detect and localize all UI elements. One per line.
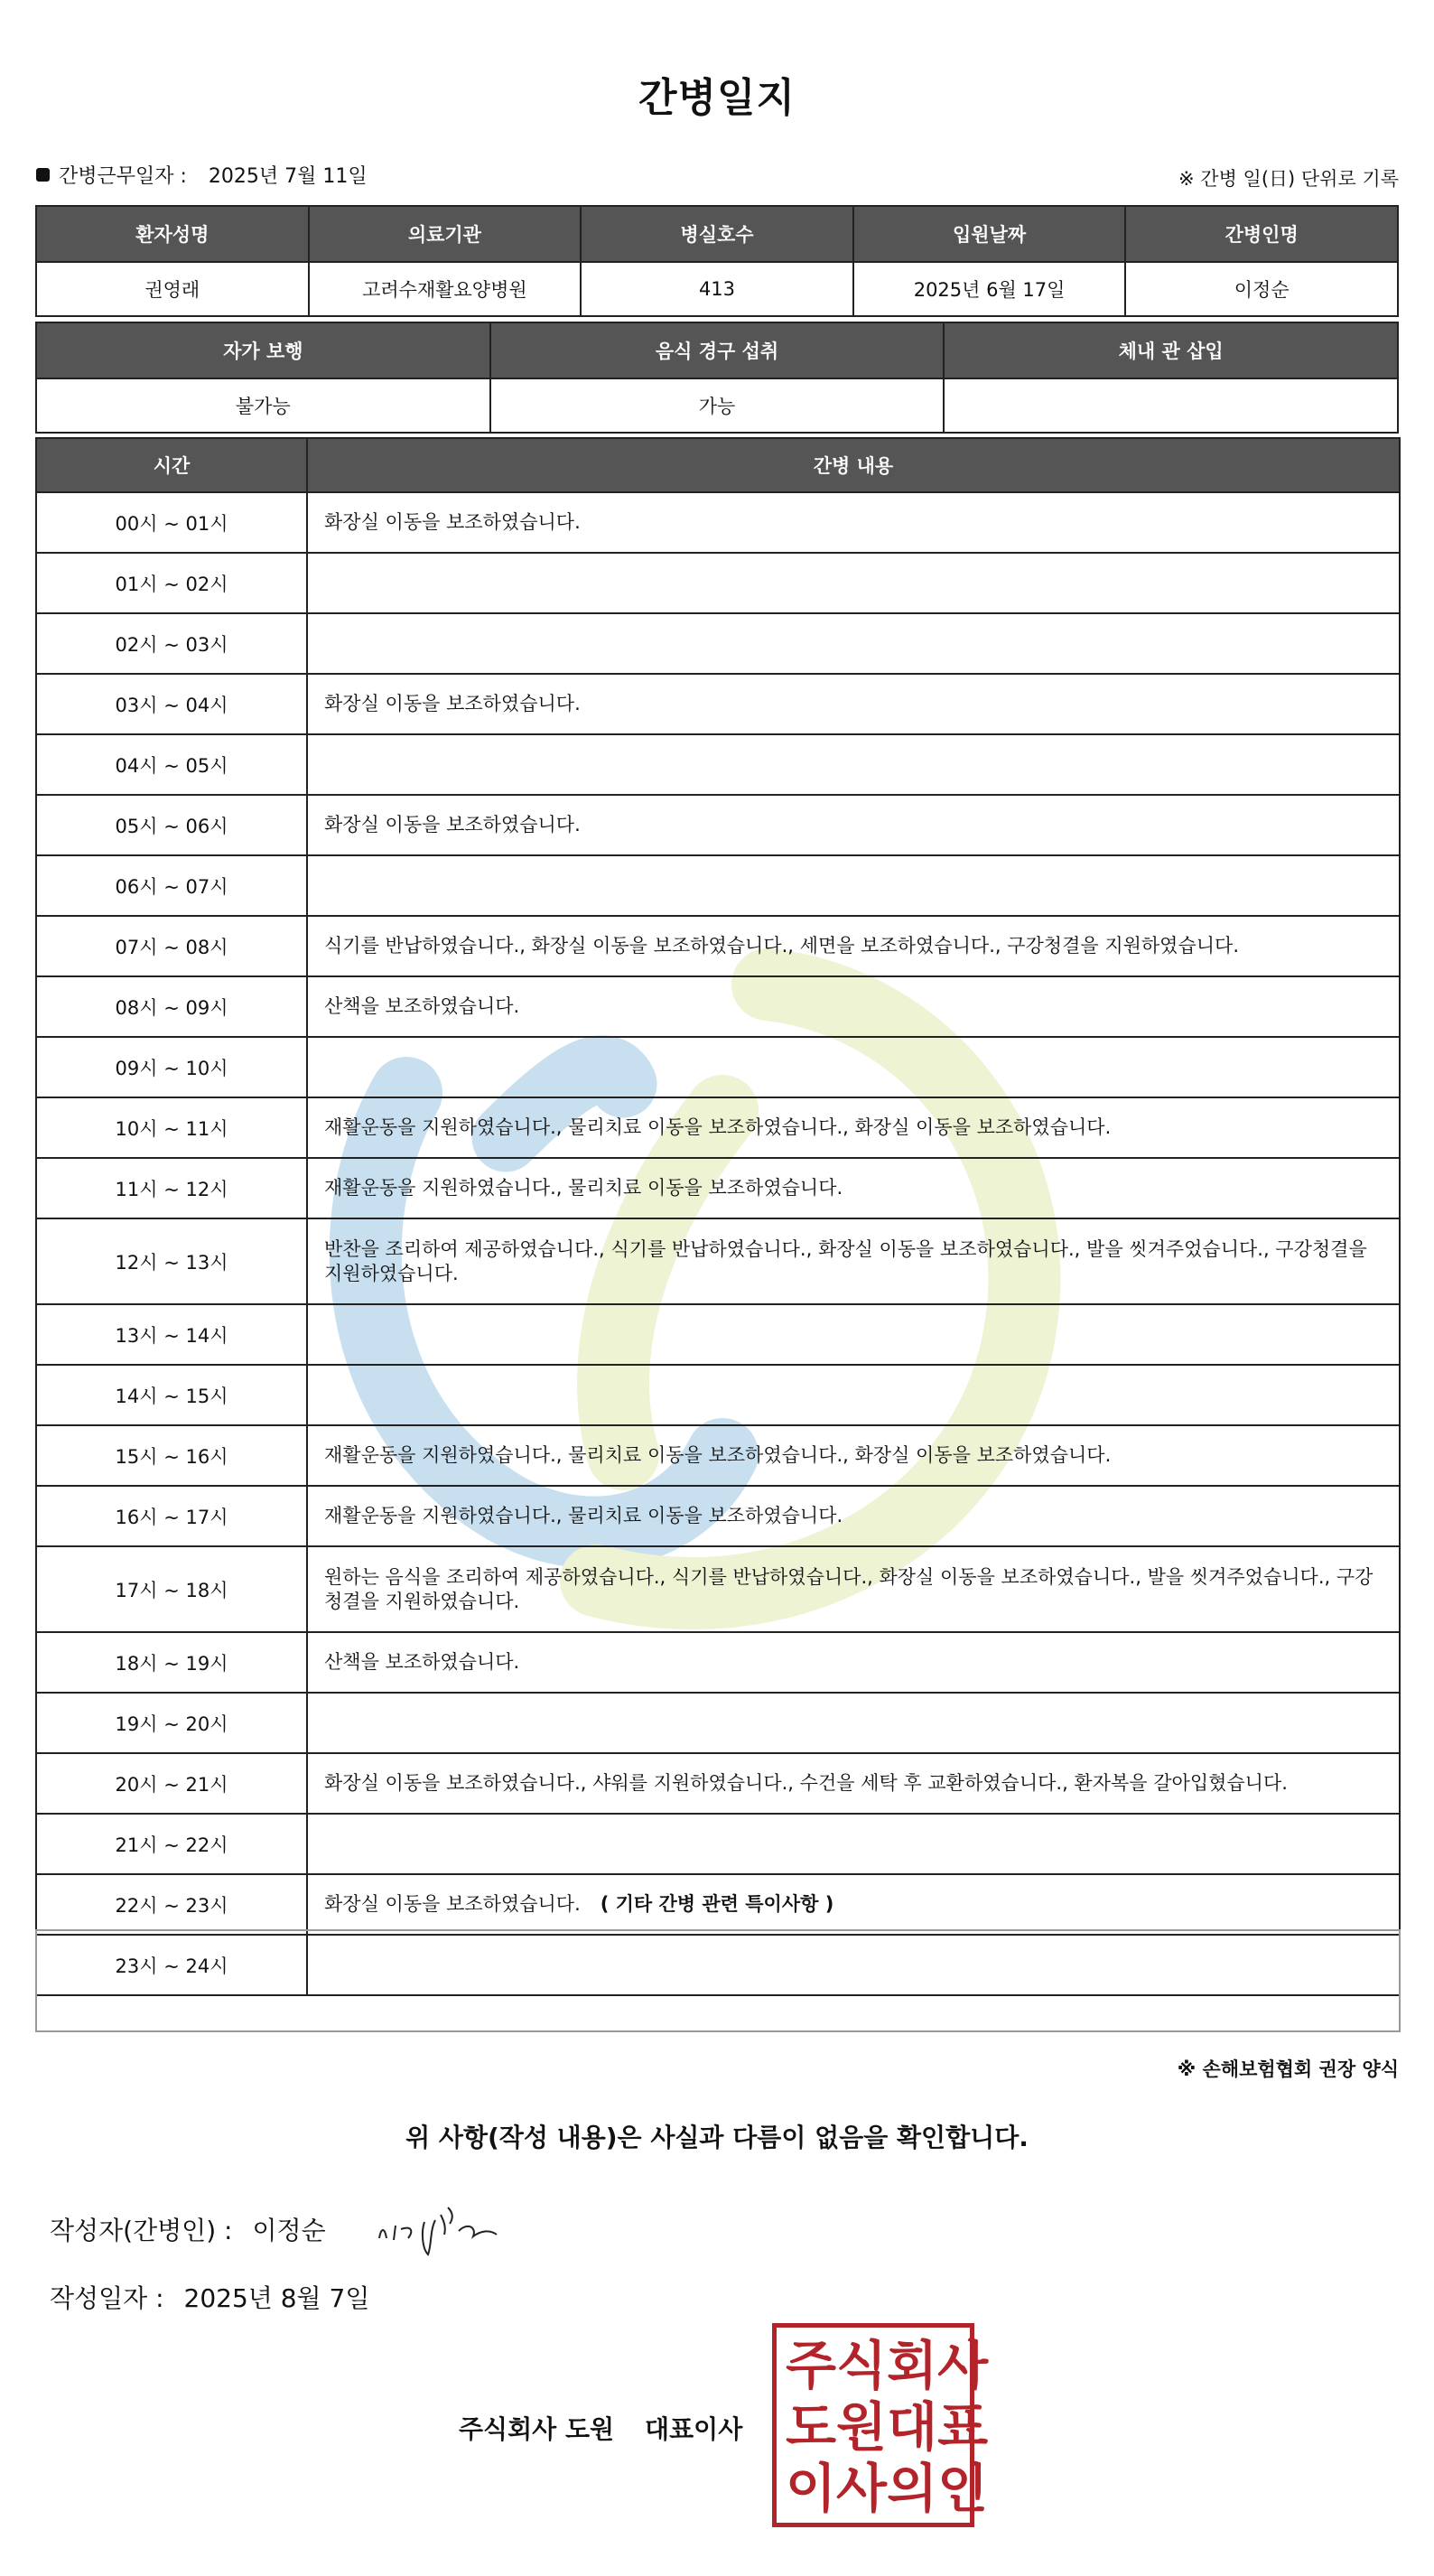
table-row bbox=[36, 492, 1400, 553]
row-time: 15시 ~ 16시 bbox=[36, 1425, 307, 1486]
room-number: 413 bbox=[581, 262, 853, 316]
writer-name: 이정순 bbox=[252, 2216, 326, 2245]
seal-character: 주 bbox=[786, 2335, 837, 2396]
row-time: 16시 ~ 17시 bbox=[36, 1486, 307, 1546]
header-self-walking: 자가 보행 bbox=[36, 322, 490, 378]
row-content: 식기를 반납하였습니다., 화장실 이동을 보조하였습니다., 세면을 보조하였습니다., 구강청결을 지원하였습니다. bbox=[307, 916, 1400, 976]
seal-character: 의 bbox=[887, 2458, 938, 2519]
seal-character: 도 bbox=[786, 2396, 837, 2458]
row-content bbox=[307, 1814, 1400, 1874]
row-time: 08시 ~ 09시 bbox=[36, 976, 307, 1037]
row-time: 05시 ~ 06시 bbox=[36, 795, 307, 855]
table-row bbox=[36, 1218, 1400, 1304]
header-time: 시간 bbox=[36, 438, 307, 492]
self-walking-value: 불가능 bbox=[36, 378, 490, 433]
row-time: 13시 ~ 14시 bbox=[36, 1304, 307, 1365]
row-content bbox=[307, 1037, 1400, 1097]
row-content: 재활운동을 지원하였습니다., 물리치료 이동을 보조하였습니다. bbox=[307, 1486, 1400, 1546]
seal-character: 대 bbox=[887, 2396, 938, 2458]
seal-character: 이 bbox=[786, 2458, 837, 2519]
row-time: 19시 ~ 20시 bbox=[36, 1693, 307, 1753]
row-time: 17시 ~ 18시 bbox=[36, 1546, 307, 1632]
table-row bbox=[36, 1632, 1400, 1693]
row-content: 반찬을 조리하여 제공하였습니다., 식기를 반납하였습니다., 화장실 이동을 보조하였습니다., 발을 씻겨주었습니다., 구강청결을 지원하였습니다. bbox=[307, 1218, 1400, 1304]
written-date-line bbox=[50, 2279, 369, 2315]
seal-character: 회 bbox=[887, 2335, 938, 2396]
row-content: 화장실 이동을 보조하였습니다., 샤워를 지원하였습니다., 수건을 세탁 후 교환하였습니다., 환자복을 갈아입혔습니다. bbox=[307, 1753, 1400, 1814]
recommend-note: ※ 손해보험협회 권장 양식 bbox=[1177, 2058, 1399, 2080]
table-row bbox=[36, 674, 1400, 734]
row-content: 재활운동을 지원하였습니다., 물리치료 이동을 보조하였습니다., 화장실 이동을 보조하였습니다. bbox=[307, 1097, 1400, 1158]
row-time: 09시 ~ 10시 bbox=[36, 1037, 307, 1097]
header-institution: 의료기관 bbox=[309, 206, 582, 262]
row-content: 재활운동을 지원하였습니다., 물리치료 이동을 보조하였습니다. bbox=[307, 1158, 1400, 1218]
special-notes-title: ( 기타 간병 관련 특이사항 ) bbox=[600, 1893, 834, 1915]
header-patient-name: 환자성명 bbox=[36, 206, 309, 262]
square-bullet-icon bbox=[36, 168, 50, 182]
row-content: 산책을 보조하였습니다. bbox=[307, 976, 1400, 1037]
patient-name: 권영래 bbox=[36, 262, 309, 316]
table-row bbox=[36, 855, 1400, 916]
care-log-table bbox=[35, 437, 1401, 1996]
work-date-value: 2025년 7월 11일 bbox=[208, 165, 368, 188]
company-name: 주식회사 도원 bbox=[459, 2414, 615, 2444]
confirm-statement: 위 사항(작성 내용)은 사실과 다름이 없음을 확인합니다. bbox=[405, 2123, 1029, 2152]
row-content bbox=[307, 734, 1400, 795]
seal-character: 식 bbox=[836, 2335, 888, 2396]
row-time: 01시 ~ 02시 bbox=[36, 553, 307, 613]
company-line bbox=[459, 2410, 742, 2446]
table-row bbox=[36, 1365, 1400, 1425]
caregiver-name: 이정순 bbox=[1125, 262, 1398, 316]
date-label: 작성일자 : bbox=[50, 2283, 164, 2313]
seal-character: 원 bbox=[836, 2396, 888, 2458]
row-content bbox=[307, 1693, 1400, 1753]
table-row bbox=[36, 613, 1400, 674]
table-row bbox=[36, 1693, 1400, 1753]
admission-date: 2025년 6월 17일 bbox=[853, 262, 1126, 316]
row-time: 03시 ~ 04시 bbox=[36, 674, 307, 734]
table-row bbox=[36, 1546, 1400, 1632]
row-time: 12시 ~ 13시 bbox=[36, 1218, 307, 1304]
row-time: 00시 ~ 01시 bbox=[36, 492, 307, 553]
institution: 고려수재활요양병원 bbox=[309, 262, 582, 316]
row-content bbox=[307, 613, 1400, 674]
table-row bbox=[36, 553, 1400, 613]
row-time: 21시 ~ 22시 bbox=[36, 1814, 307, 1874]
row-time: 02시 ~ 03시 bbox=[36, 613, 307, 674]
table-row bbox=[36, 1158, 1400, 1218]
page-title: 간병일지 bbox=[638, 75, 796, 121]
row-content: 화장실 이동을 보조하였습니다. bbox=[307, 795, 1400, 855]
patient-status-table bbox=[35, 322, 1399, 434]
row-content bbox=[307, 855, 1400, 916]
table-row bbox=[36, 1814, 1400, 1874]
row-content bbox=[307, 1304, 1400, 1365]
row-time: 20시 ~ 21시 bbox=[36, 1753, 307, 1814]
work-date bbox=[36, 161, 368, 189]
row-time: 18시 ~ 19시 bbox=[36, 1632, 307, 1693]
special-notes-box bbox=[35, 1929, 1401, 2032]
record-note: ※ 간병 일(日) 단위로 기록 bbox=[1178, 168, 1399, 190]
row-content: 화장실 이동을 보조하였습니다. bbox=[307, 1874, 1400, 1935]
row-content bbox=[307, 553, 1400, 613]
table-row bbox=[36, 976, 1400, 1037]
table-row bbox=[36, 1037, 1400, 1097]
row-content: 화장실 이동을 보조하였습니다. bbox=[307, 492, 1400, 553]
signature-mark bbox=[372, 2195, 517, 2258]
seal-character: 인 bbox=[937, 2458, 989, 2519]
patient-info-table bbox=[35, 205, 1399, 317]
row-content bbox=[307, 1365, 1400, 1425]
seal-character: 사 bbox=[836, 2458, 888, 2519]
seal-characters bbox=[786, 2335, 989, 2519]
header-oral-intake: 음식 경구 섭취 bbox=[490, 322, 945, 378]
table-row bbox=[36, 1304, 1400, 1365]
table-row bbox=[36, 1486, 1400, 1546]
row-time: 23시 ~ 24시 bbox=[36, 1935, 307, 1995]
header-caregiver-name: 간병인명 bbox=[1125, 206, 1398, 262]
company-seal bbox=[772, 2323, 989, 2527]
tube-insertion-value bbox=[944, 378, 1398, 433]
row-time: 22시 ~ 23시 bbox=[36, 1874, 307, 1935]
writer-label: 작성자(간병인) : bbox=[50, 2216, 233, 2245]
header-care-content: 간병 내용 bbox=[307, 438, 1400, 492]
oral-intake-value: 가능 bbox=[490, 378, 945, 433]
row-time: 07시 ~ 08시 bbox=[36, 916, 307, 976]
row-time: 14시 ~ 15시 bbox=[36, 1365, 307, 1425]
row-content: 산책을 보조하였습니다. bbox=[307, 1632, 1400, 1693]
seal-character: 표 bbox=[937, 2396, 989, 2458]
ceo-label: 대표이사 bbox=[645, 2414, 743, 2444]
seal-character: 사 bbox=[937, 2335, 989, 2396]
table-row bbox=[36, 795, 1400, 855]
row-time: 10시 ~ 11시 bbox=[36, 1097, 307, 1158]
table-row bbox=[36, 1753, 1400, 1814]
table-row bbox=[36, 734, 1400, 795]
row-content: 화장실 이동을 보조하였습니다. bbox=[307, 674, 1400, 734]
table-row bbox=[36, 916, 1400, 976]
writer-line bbox=[50, 2211, 326, 2247]
header-tube-insertion: 체내 관 삽입 bbox=[944, 322, 1398, 378]
row-time: 04시 ~ 05시 bbox=[36, 734, 307, 795]
header-admission-date: 입원날짜 bbox=[853, 206, 1126, 262]
row-content: 원하는 음식을 조리하여 제공하였습니다., 식기를 반납하였습니다., 화장실 이동을 보조하였습니다., 발을 씻겨주었습니다., 구강청결을 지원하였습니다. bbox=[307, 1546, 1400, 1632]
row-time: 06시 ~ 07시 bbox=[36, 855, 307, 916]
header-room-number: 병실호수 bbox=[581, 206, 853, 262]
row-content: 재활운동을 지원하였습니다., 물리치료 이동을 보조하였습니다., 화장실 이동을 보조하였습니다. bbox=[307, 1425, 1400, 1486]
table-row bbox=[36, 1425, 1400, 1486]
work-date-label: 간병근무일자 : bbox=[59, 165, 187, 188]
date-value: 2025년 8월 7일 bbox=[183, 2283, 370, 2313]
row-time: 11시 ~ 12시 bbox=[36, 1158, 307, 1218]
table-row bbox=[36, 1097, 1400, 1158]
